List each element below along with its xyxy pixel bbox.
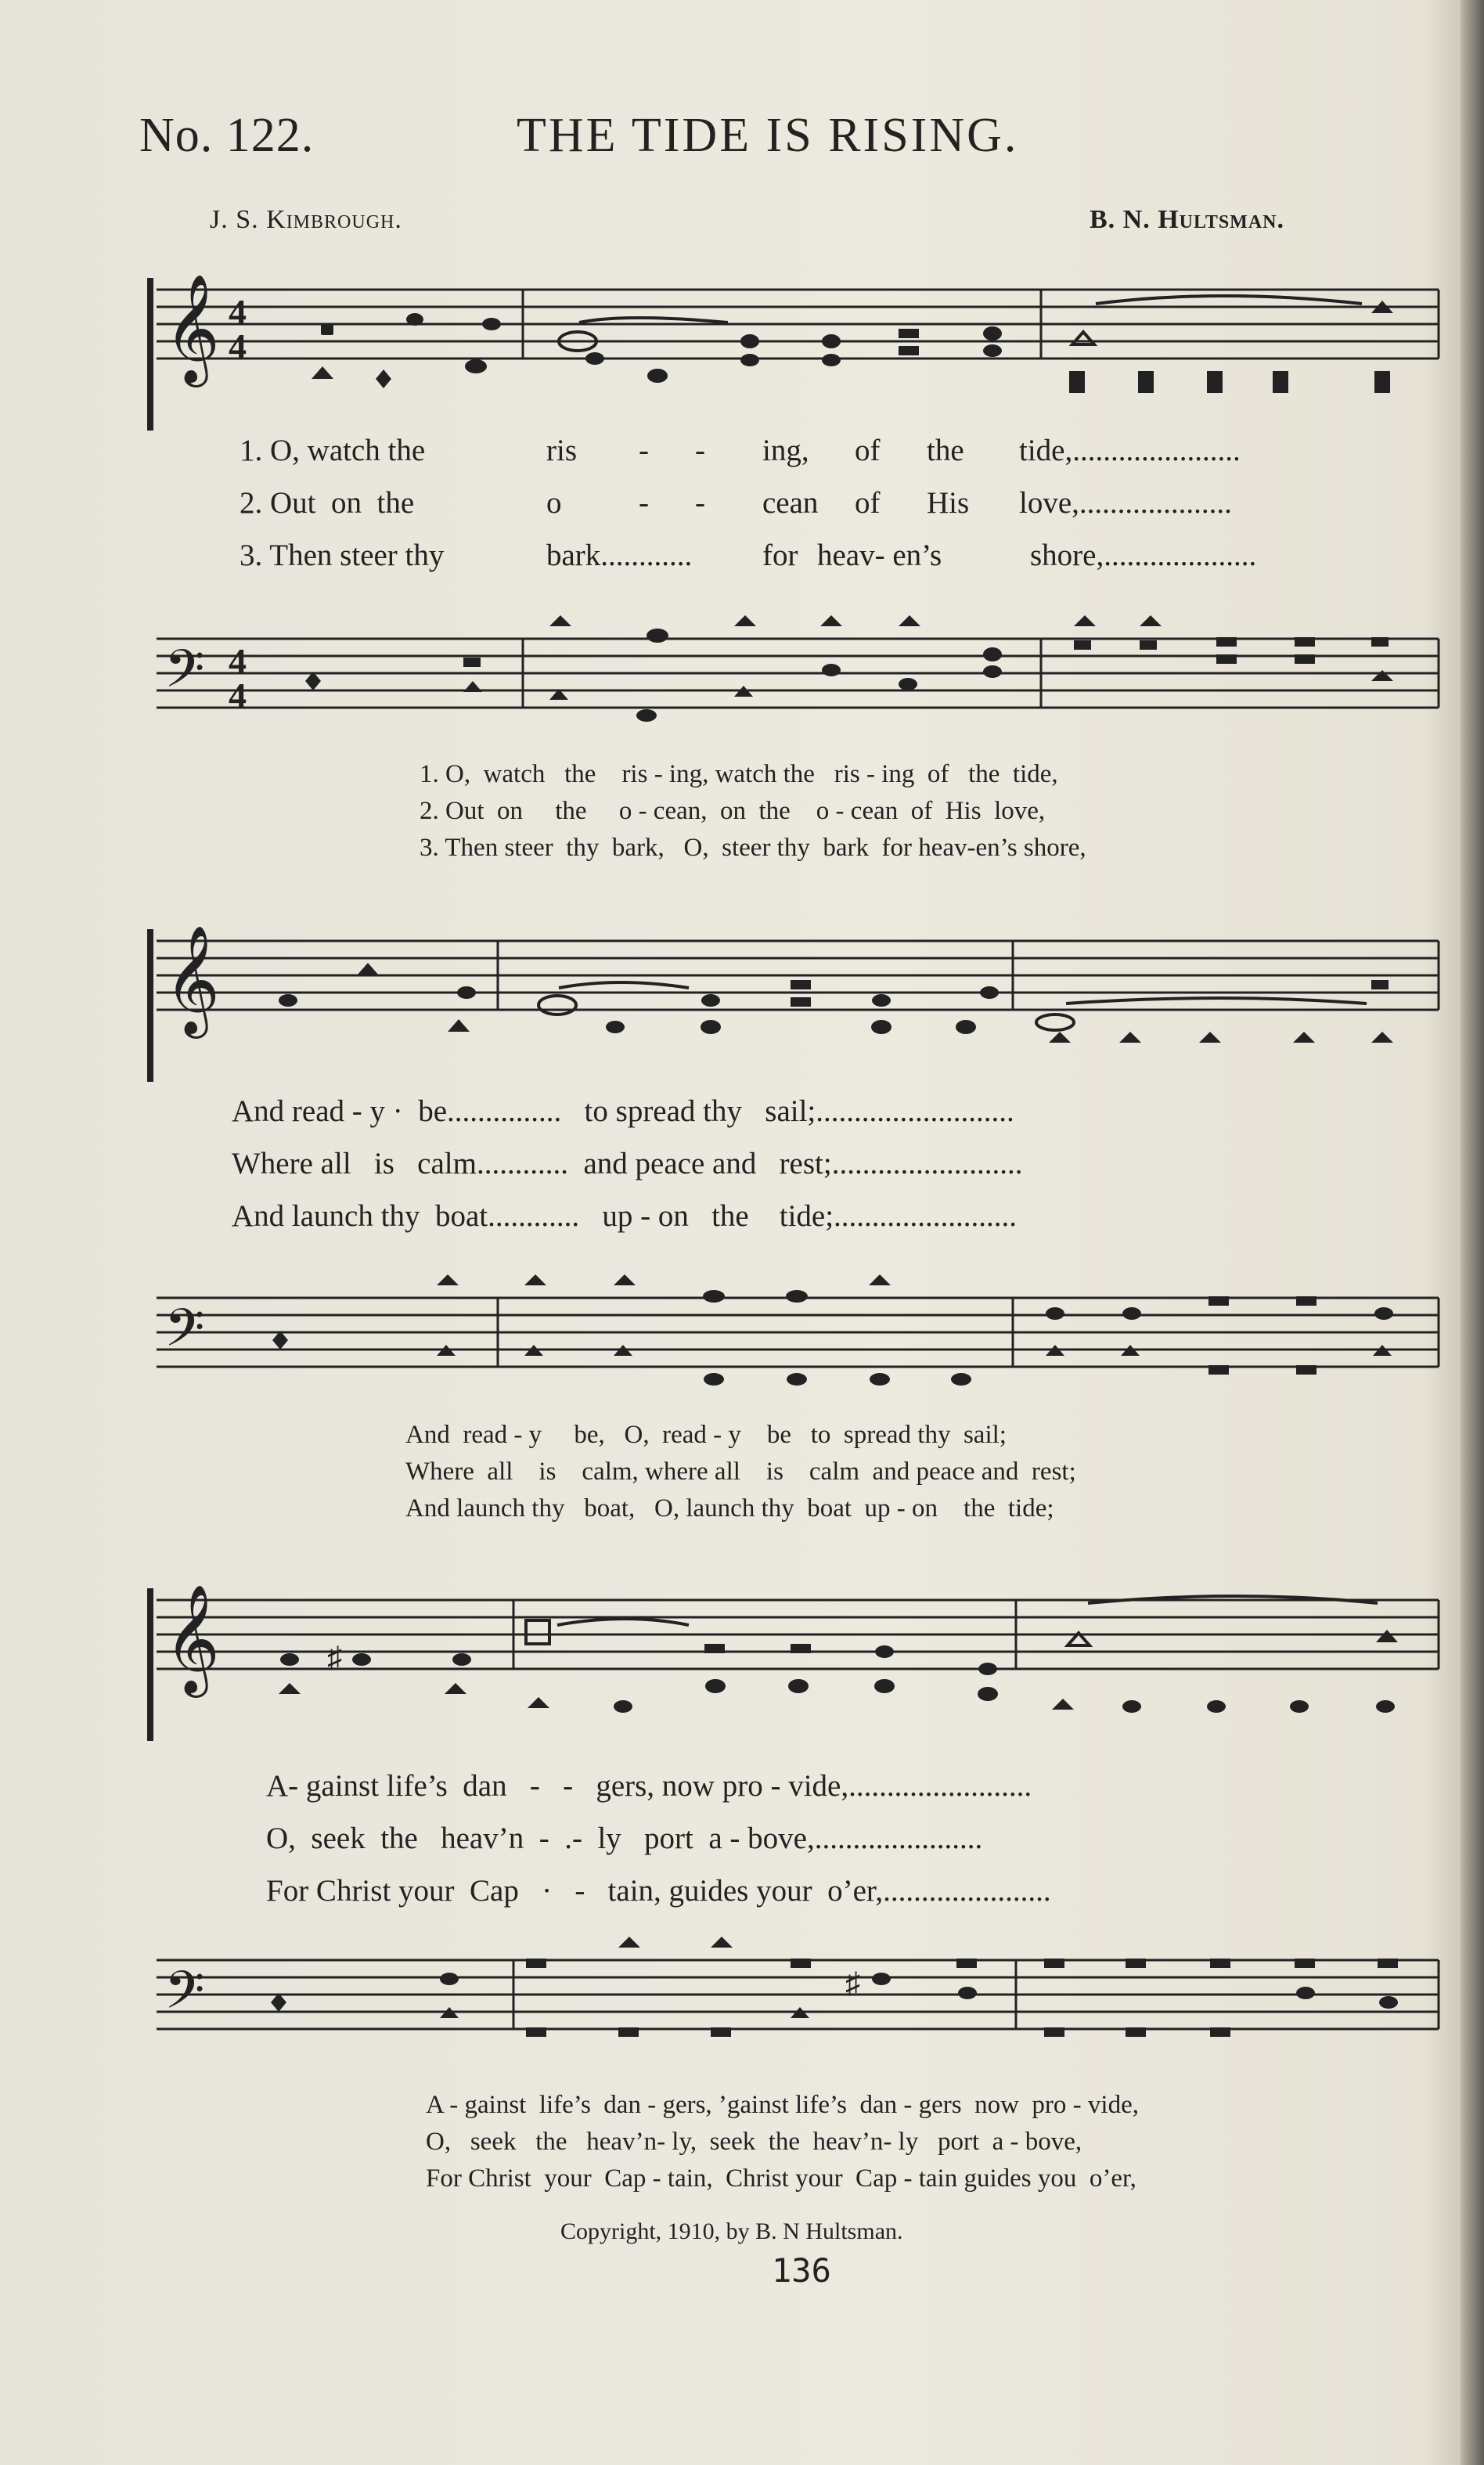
lyric-word: -	[639, 486, 649, 520]
lyric-word: -	[639, 434, 649, 467]
hymn-number: No. 122.	[139, 109, 315, 162]
svg-text:4: 4	[229, 676, 247, 715]
lyric-word: His	[927, 486, 970, 520]
verse-line: O, seek the heav’n- ly, seek the heav’n- ly port a - bove,	[426, 2128, 1082, 2156]
svg-text:𝄞: 𝄞	[164, 1584, 220, 1693]
svg-text:𝄞: 𝄞	[164, 925, 220, 1034]
lyric-word: ing,	[762, 434, 809, 467]
svg-text:♯: ♯	[327, 1642, 342, 1674]
svg-text:4: 4	[229, 292, 247, 332]
lyric-word: of	[855, 486, 881, 520]
verses-treble-system-3	[266, 1760, 1051, 1917]
lyric-word: bark............	[546, 539, 693, 572]
lyric-word: -	[695, 434, 705, 467]
verse-line: 1. O, watch the ris - ing, watch the ris - ing of the tide,	[420, 760, 1058, 788]
treble-staff-system-2	[0, 925, 1484, 1082]
verse-line: Where all is calm, where all is calm and peace and rest;	[405, 1458, 1076, 1486]
verse-line: A - gainst life’s dan - gers, ’gainst life’s dan - gers now pro - vide,	[426, 2091, 1139, 2119]
lyric-word: heav- en’s	[817, 539, 942, 572]
verses-treble-system-2	[232, 1085, 1022, 1242]
verse-line	[240, 477, 1256, 529]
verse-line: 2. Out on the o - cean, on the o - cean of His love,	[420, 797, 1046, 825]
verse-line	[240, 529, 1256, 582]
lyric-word: 2. Out on the	[240, 486, 415, 520]
verse-line: 3. Then steer thy bark, O, steer thy bark for heav-en’s shore,	[420, 834, 1086, 862]
lyric-word: the	[927, 434, 964, 467]
composer-credit: B. N. Hultsman.	[1090, 205, 1284, 234]
verses-bass-system-2	[405, 1417, 1076, 1527]
svg-text:𝄢: 𝄢	[164, 1960, 205, 2033]
copyright-notice: Copyright, 1910, by B. N Hultsman.	[560, 2218, 903, 2244]
verse-line: For Christ your Cap · - tain, guides your o’er,......................	[266, 1874, 1051, 1908]
svg-text:𝄞: 𝄞	[164, 274, 220, 383]
lyric-word: ris	[546, 434, 577, 467]
verses-bass-system-1	[420, 756, 1086, 867]
bass-staff-system-3	[0, 1932, 1484, 2073]
lyric-word: cean	[762, 486, 819, 520]
lyric-word: -	[695, 486, 705, 520]
svg-text:4: 4	[229, 641, 247, 681]
lyric-word: shore,....................	[1030, 539, 1257, 572]
lyric-word: tide,......................	[1019, 434, 1241, 467]
lyric-word: of	[855, 434, 881, 467]
svg-text:4: 4	[229, 326, 247, 366]
lyric-word: love,....................	[1019, 486, 1232, 520]
verse-line: A- gainst life’s dan - - gers, now pro - vide,........................	[266, 1769, 1032, 1803]
page-number: 136	[772, 2251, 831, 2290]
lyricist-credit: J. S. Kimbrough.	[210, 205, 402, 234]
svg-text:𝄢: 𝄢	[164, 1298, 205, 1371]
verse-line: And launch thy boat, O, launch thy boat up - on the tide;	[405, 1494, 1054, 1523]
lyric-word: for	[762, 539, 798, 572]
bass-staff-system-1	[0, 611, 1484, 751]
svg-text:♯: ♯	[845, 1967, 860, 2000]
verse-line: And read - y be, O, read - y be to spread thy sail;	[405, 1421, 1007, 1449]
hymn-title: THE TIDE IS RISING.	[517, 109, 1019, 162]
verse-line	[240, 424, 1256, 477]
verse-line: And read - y · be............... to spread thy sail;..........................	[232, 1094, 1014, 1128]
verse-line: O, seek the heav’n - .- ly port a - bove,......................	[266, 1822, 983, 1855]
treble-staff-system-1	[0, 274, 1484, 431]
verse-line: Where all is calm............ and peace and rest;.........................	[232, 1147, 1023, 1180]
treble-staff-system-3	[0, 1584, 1484, 1741]
svg-text:𝄢: 𝄢	[164, 639, 205, 712]
lyric-word: 3. Then steer thy	[240, 539, 445, 572]
verse-line: For Christ your Cap - tain, Christ your Cap - tain guides you o’er,	[426, 2164, 1136, 2193]
bass-staff-system-2	[0, 1270, 1484, 1411]
verses-treble-system-1	[240, 424, 1256, 582]
verses-bass-system-3	[426, 2087, 1139, 2197]
verse-line: And launch thy boat............ up - on the tide;........................	[232, 1199, 1018, 1233]
lyric-word: o	[546, 486, 562, 520]
lyric-word: 1. O, watch the	[240, 434, 426, 467]
